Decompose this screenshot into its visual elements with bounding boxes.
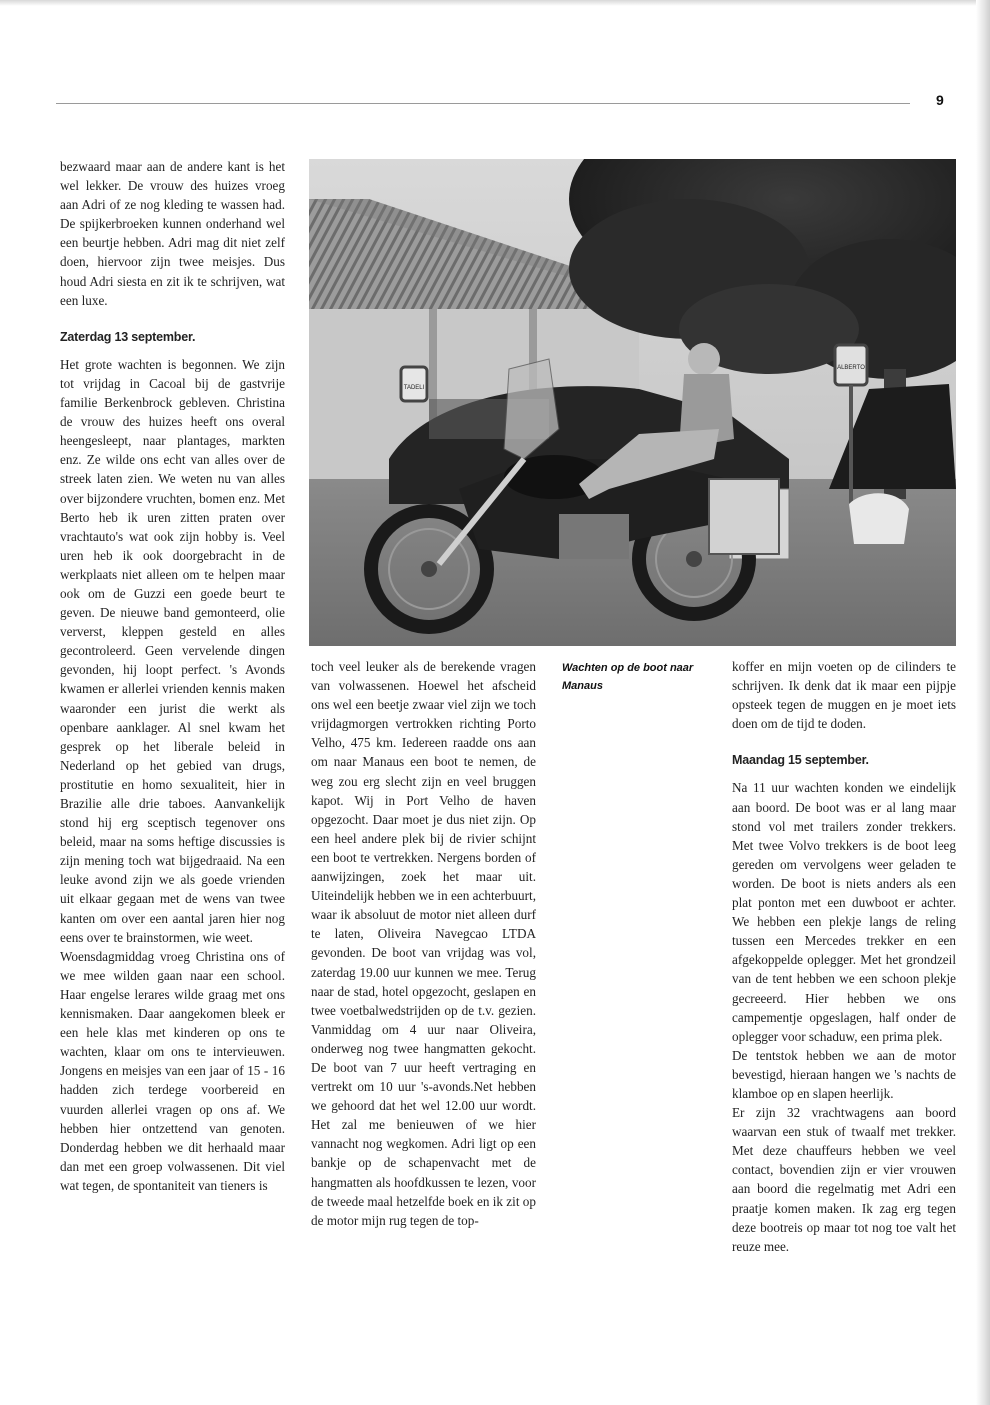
paragraph: De tentstok hebben we aan de motor bevestigd, hieraan hangen we 's nachts de klamboe op en slapen heerlijk. [732, 1047, 956, 1101]
photo-caption: Wachten op de boot naar Manaus [562, 662, 694, 692]
paragraph: Woensdagmiddag vroeg Christina ons of we mee wilden gaan naar een school. Haar engelse lerares wilde graag met ons kennismaken. Daar aangekomen bleek er een hele klas met kinderen op ons te wachten, klaar om ons te intervieuwen. Jongens en meisjes van een jaar of 15 - 16 hadden zich terdege voorbereid en vuurden allerlei vragen op ons af. We hebben hier ontzettend van genoten. Donderdag hebben we dit herhaald maar dan met een groep volwassenen. Dit viel wat tegen, de spontaniteit van tieners is [60, 948, 285, 1193]
section-heading: Maandag 15 september. [732, 753, 869, 768]
text-column-3 [732, 657, 956, 1256]
paragraph: Er zijn 32 vrachtwagens aan boord waarvan een stuk of twaalf met trekker. Met deze chauffeurs hebben we veel contact, bovendien zijn er vier vrouwen aan boord die regelmatig met Adri een praatje komen maken. Ik zag erg tegen deze bootreis op maar tot nog toe valt het reuze mee. [732, 1105, 956, 1254]
header-rule [56, 103, 910, 104]
paragraph: toch veel leuker als de berekende vragen van volwassenen. Hoewel het afscheid ons wel een beetje zwaar viel zijn we toch vrijdagmorgen vertrokken richting Porto Velho, 475 km. Iedereen raadde ons aan om naar Manaus een boot te nemen, de weg zou erg slecht zijn en veel bruggen kapot. Wij in Port Velho de haven opgezocht. Daar moet je dus niet zijn. Op een heel andere plek bij de rivier schijnt een boot te vertrekken. Nergens borden of aanwijzingen, zoek het maar uit. Uiteindelijk hebben we in een achterbuurt, waar ik absoluut de motor niet alleen durf te laten, Oliveira Navegcao LTDA gevonden. De boot van vrijdag was vol, zaterdag 19.00 uur kunnen we mee. Terug naar de stad, hotel opgezocht, geslapen en twee voetbalwedstrijden op de t.v. gezien. Vanmiddag om 4 uur naar Oliveira, onderweg nog twee hangmatten gekocht. De boot van 7 uur heeft vertraging en vertrekt om 10 uur 's-avonds.Net hebben we gehoord dat het wel 12.00 uur wordt. Het zal me benieuwen of we hier vannacht nog wegkomen. Adri ligt op een bankje op de schapenvacht met de hangmatten als hoofdkussen te lezen, voor de tweede maal hetzelfde boek en ik zit op de motor mijn rug tegen de top- [311, 659, 536, 1228]
text-column-2 [311, 657, 536, 1230]
text-column-1 [60, 157, 285, 1195]
photo-illustration [309, 159, 956, 646]
section-heading: Zaterdag 13 september. [60, 329, 196, 344]
paragraph: Na 11 uur wachten konden we eindelijk aan boord. De boot was er al lang maar stond vol met trailers zonder trekkers. Met twee Volvo trekkers is de boot leeg gereden om vervolgens weer geladen te worden. De boot is niets anders als een plat ponton met een duwboot er achter. We hebben een plekje langs de reling tussen een Mercedes trekker en een afgekoppelde oplegger. Met het grondzeil van de tent hebben we een schoon plekje gecreeerd. Hier hebben we ons campementje opgeslagen, half onder de oplegger voor schaduw, een prima plek. [732, 780, 956, 1044]
paragraph: bezwaard maar aan de andere kant is het wel lekker. De vrouw des huizes vroeg aan Adri of ze nog kleding te wassen had. De spijkerbroeken kunnen onderhand wel een beurtje hebben. Adri mag dit niet zelf doen, hiervoor zijn twee meisjes. Dus houd Adri siesta en zit ik te schrijven, wat een luxe. [60, 159, 285, 308]
sign-text-tadeli: TADELI [403, 385, 425, 391]
photo-motorcycle-waiting [309, 159, 956, 646]
sign-text-alberto: ALBERTO [837, 365, 865, 371]
paragraph: koffer en mijn voeten op de cilinders te schrijven. Ik denk dat ik maar een pijpje opsteek tegen de muggen en je moet iets doen om de tijd te doden. [732, 659, 956, 732]
scan-edge-right [976, 0, 990, 1405]
paragraph: Het grote wachten is begonnen. We zijn tot vrijdag in Cacoal bij de gastvrije familie Berkenbrock gebleven. Christina de vrouw des huizes heeft ons overal heengesleept, naar plantages, markten enz. Ze wilde ons echt van alles over de streek laten zien. We weten nu van alles over bijzondere vruchten, bomen enz. Met Berto heb ik uren zitten praten over vrachtauto's wat ook zijn hobby is. Veel uren heb ik ook doorgebracht in de werkplaats niet alleen om te helpen maar ook om de Guzzi een goede beurt te geven. De nieuwe band gemonteerd, olie ververst, kleppen gesteld en alles gecontroleerd. Geen vervelende dingen gevonden, hij loopt perfect. 's Avonds kwamen er allerlei vrienden kennis maken waaronder een jurist die werkt als openbare aanklager. Al snel kwam het gesprek op het liberale beleid in Nederland op het gebied van drugs, prostitutie en homo sexualiteit, hier in Brazilie alle drie taboes. Aanvankelijk stond hij erg sceptisch tegenover ons beleid, maar na soms heftige discussies is zijn mening toch wat bijgedraaid. Na een leuke avond zijn we als goede vrienden uit elkaar gegaan met de wens van twee kanten om over een aantal jaren hier nog eens over te brainstormen, wie weet. [60, 356, 285, 945]
page-number: 9 [936, 92, 944, 108]
scan-edge-top [0, 0, 990, 6]
